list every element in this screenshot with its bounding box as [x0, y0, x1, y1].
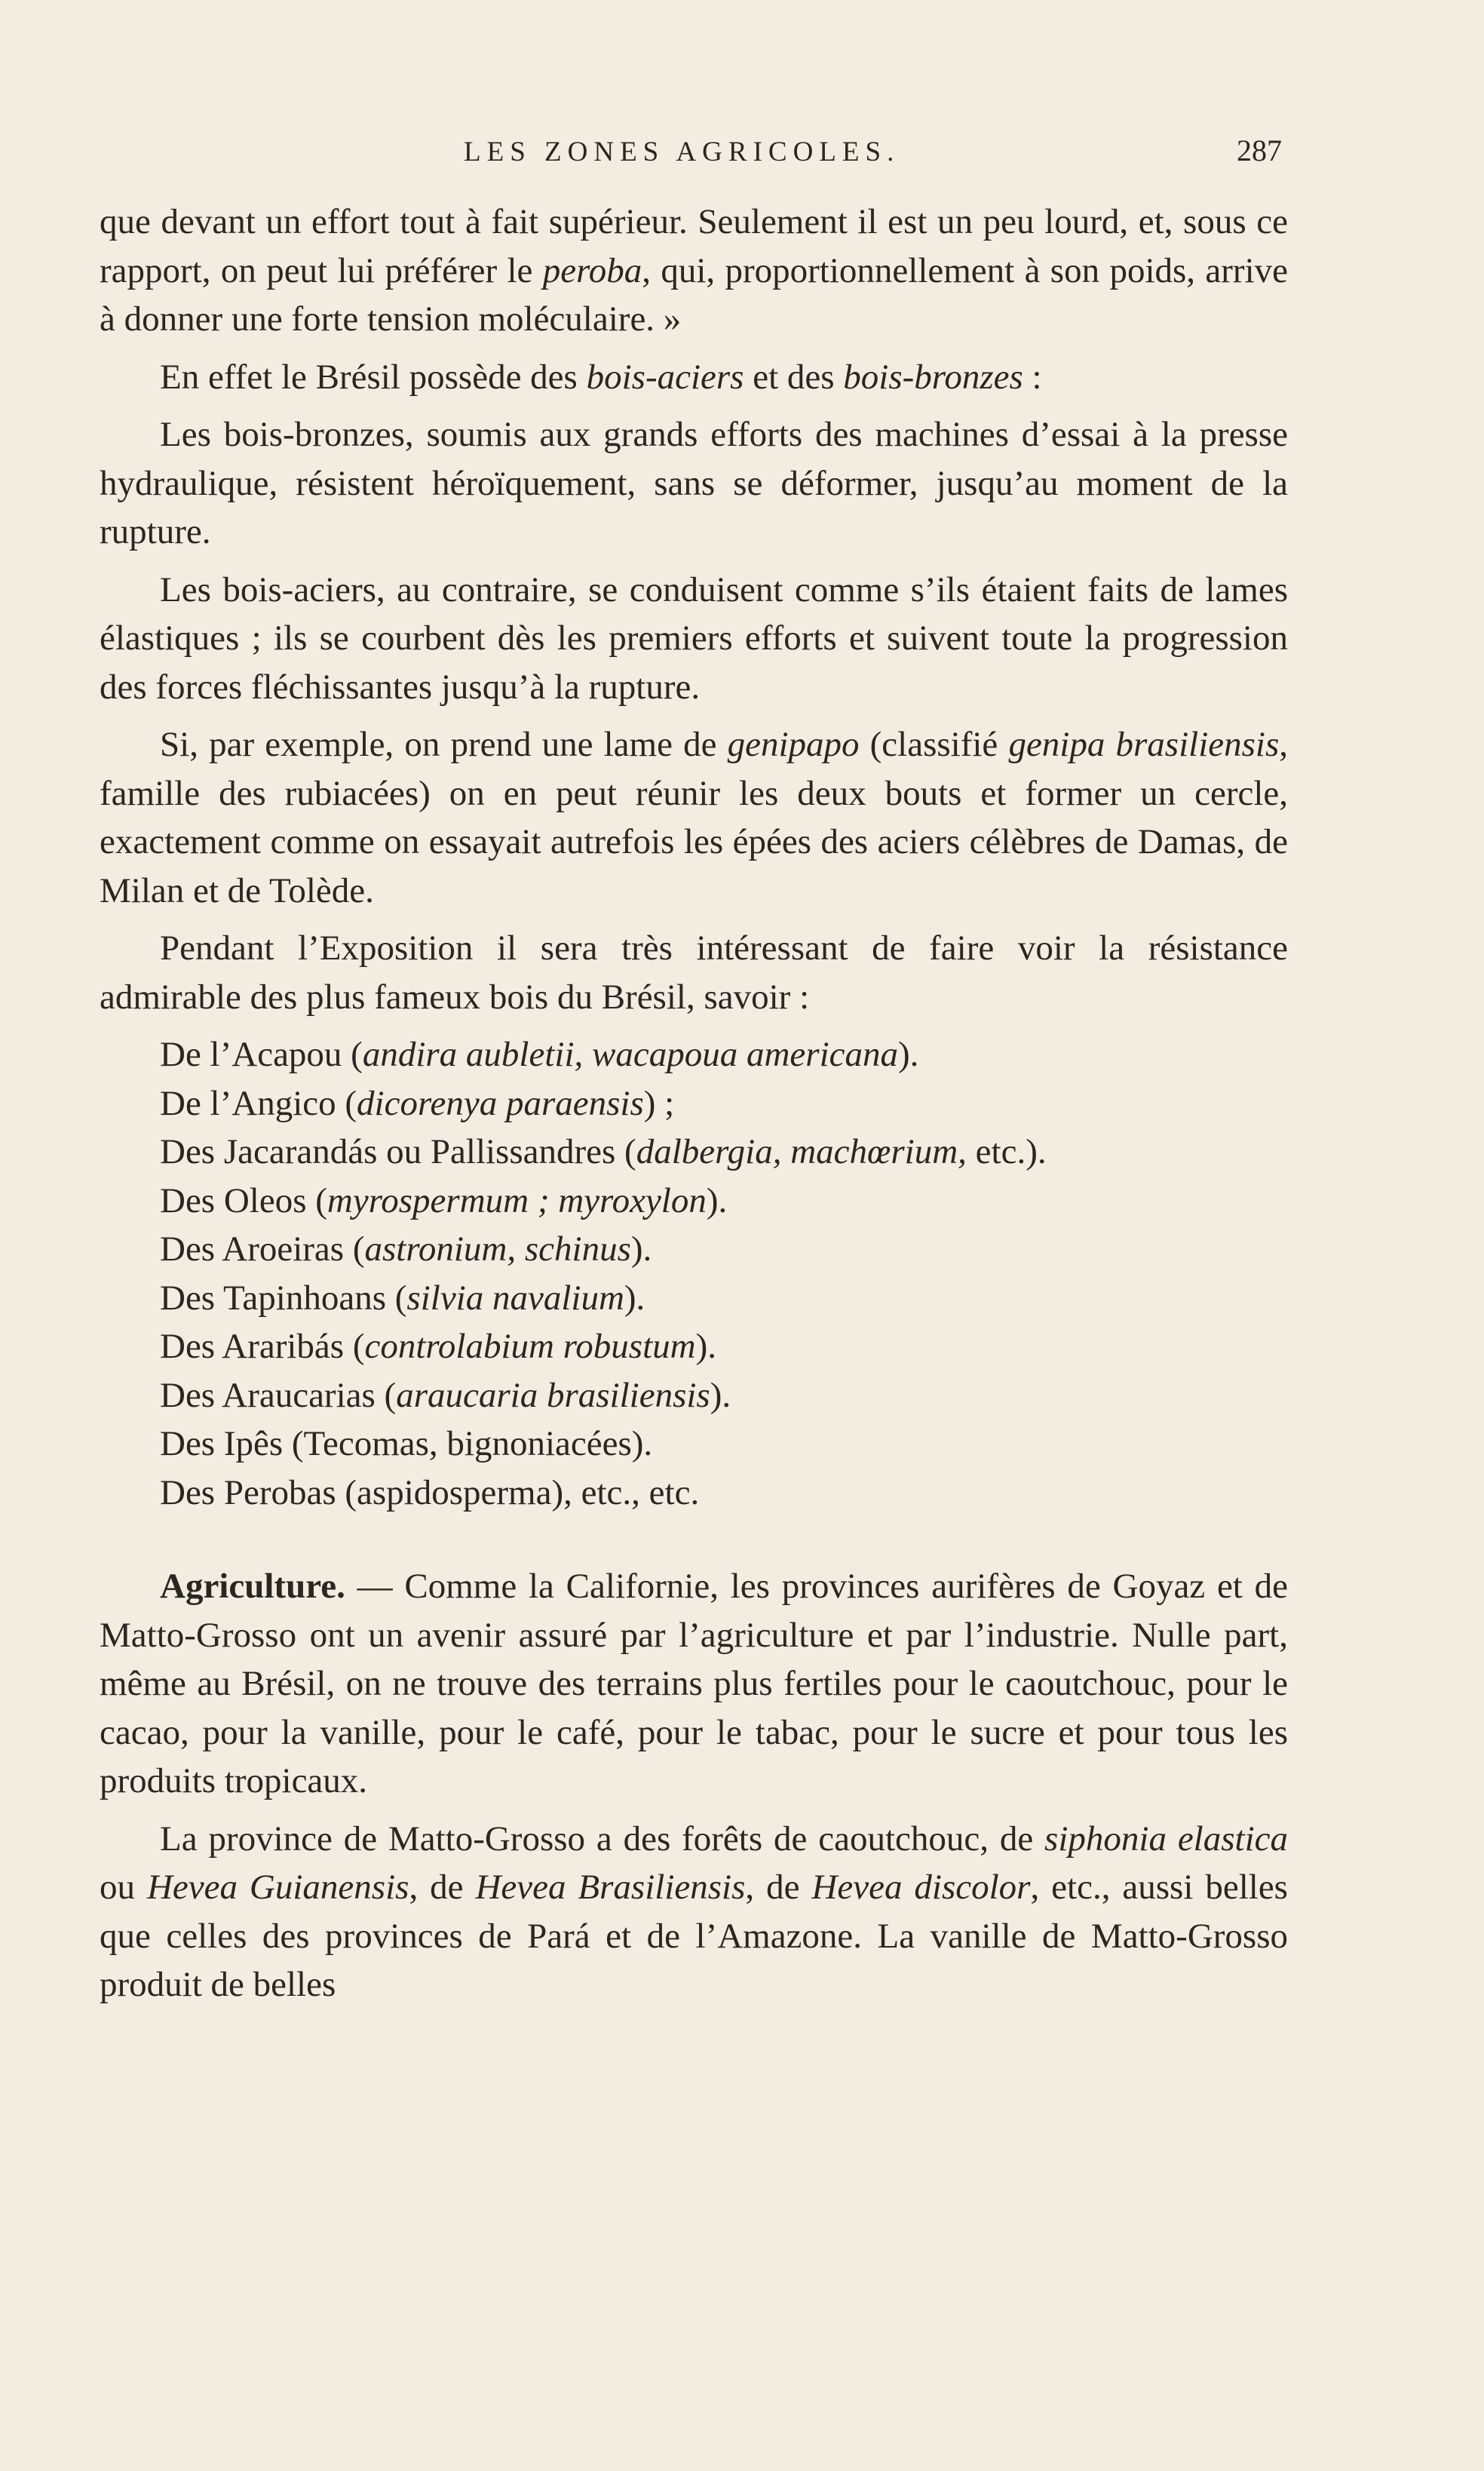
latin-name: silvia navalium	[406, 1278, 624, 1318]
text-run: ).	[898, 1035, 919, 1074]
wood-list	[100, 1030, 1288, 1517]
wood-list-item	[100, 1322, 1288, 1371]
text-run: ).	[710, 1375, 731, 1415]
text-run: ) ;	[643, 1083, 675, 1123]
text-run: , de	[409, 1868, 476, 1907]
text-run: , qui, proportionnellement à son poids, arrive à donner une forte tension moléculaire. »	[100, 250, 1288, 339]
text-run: La province de Matto-Grosso a des forêts de caoutchouc, de	[160, 1819, 1045, 1859]
text-run: Si, par exemple, on prend une lame de	[160, 725, 728, 764]
text-run: et des	[744, 357, 844, 397]
text-run: , famille des rubiacées) on en peut réunir les deux bouts et former un cercle, exactement comme on essayait autrefois les épées des aciers célèbres de Damas, de Milan et de Tolède.	[100, 725, 1288, 910]
italic-term: Hevea Guianensis	[146, 1868, 409, 1907]
wood-list-item	[100, 1420, 1288, 1469]
italic-term: genipa brasiliensis	[1008, 725, 1280, 764]
italic-term: Hevea discolor	[811, 1868, 1031, 1907]
wood-list-item	[100, 1225, 1288, 1274]
wood-name: Des Tapinhoans (	[160, 1278, 407, 1318]
text-run: que devant un effort tout à fait supérieur. Seulement il est un peu lourd, et, sous ce rapport, on peut lui préférer le	[100, 202, 1288, 290]
text-run: , de	[745, 1868, 812, 1907]
page-header	[0, 136, 1484, 181]
text-run: ou	[100, 1868, 147, 1907]
text-run: (classifié	[859, 725, 1009, 764]
text-run: ).	[706, 1180, 728, 1220]
italic-term: genipapo	[727, 725, 860, 764]
wood-name: De l’Angico (	[160, 1083, 357, 1123]
wood-name: De l’Acapou (	[160, 1035, 363, 1074]
paragraph-4: Les bois-aciers, au contraire, se conduisent comme s’ils étaient faits de lames élastiques ; ils se courbent dès les premiers efforts et suivent toute la progression des forces fléchissantes jusqu’à la rupture.	[100, 569, 1288, 707]
paragraph-5	[100, 720, 1288, 915]
italic-term: peroba	[542, 250, 642, 290]
text-run: — Comme la Californie, les provinces aurifères de Goyaz et de Matto-Grosso ont un avenir assuré par l’agriculture et par l’industrie. Nulle part, même au Brésil, on ne trouve des terrains plus fertiles pour le caoutchouc, pour le cacao, pour la vanille, pour le café, pour le tabac, pour le sucre et pour tous les produits tropicaux.	[100, 1567, 1288, 1800]
text-run: En effet le Brésil possède des	[160, 357, 587, 397]
latin-name: andira aubletii, wacapoua americana	[362, 1035, 898, 1074]
text-run: etc.).	[966, 1132, 1047, 1171]
running-title: LES ZONES AGRICOLES.	[464, 137, 900, 167]
paragraph-1	[100, 198, 1288, 344]
text-run: ).	[630, 1229, 652, 1269]
wood-name: Des Araribás (	[160, 1327, 365, 1366]
wood-name: Des Jacarandás ou Pallissandres (	[160, 1132, 636, 1171]
wood-list-item	[100, 1469, 1288, 1518]
latin-name: myrospermum ; myroxylon	[327, 1180, 707, 1220]
page-body	[100, 198, 1288, 2009]
latin-name: controlabium robustum	[364, 1327, 696, 1366]
wood-list-item	[100, 1079, 1288, 1128]
latin-name: astronium, schinus	[364, 1229, 631, 1269]
wood-list-item	[100, 1030, 1288, 1079]
italic-term: siphonia elastica	[1044, 1819, 1288, 1859]
wood-name: Des Ipês (Tecomas, bignoniacées).	[160, 1424, 653, 1463]
section-heading: Agriculture.	[160, 1567, 345, 1606]
paragraph-3: Les bois-bronzes, soumis aux grands efforts des machines d’essai à la presse hydraulique, résistent héroïquement, sans se déformer, jusqu’au moment de la rupture.	[100, 415, 1288, 551]
wood-list-item	[100, 1371, 1288, 1420]
paragraph-6: Pendant l’Exposition il sera très intéressant de faire voir la résistance admirable des plus fameux bois du Brésil, savoir :	[100, 929, 1288, 1017]
latin-name: dalbergia, machœrium,	[636, 1132, 967, 1171]
wood-name: Des Oleos (	[160, 1180, 327, 1220]
wood-name: Des Aroeiras (	[160, 1229, 365, 1269]
text-run: ).	[624, 1278, 645, 1318]
text-run: ).	[695, 1327, 716, 1366]
text-run: , etc., aussi belles que celles des provinces de Pará et de l’Amazone. La vanille de Matto-Grosso produit de belles	[100, 1868, 1288, 2004]
page-number: 287	[1237, 134, 1282, 167]
paragraph-last	[100, 1815, 1288, 2009]
italic-term: bois-bronzes	[843, 357, 1023, 397]
wood-list-item	[100, 1177, 1288, 1226]
wood-name: Des Araucarias (	[160, 1375, 397, 1415]
wood-list-item	[100, 1128, 1288, 1177]
latin-name: araucaria brasiliensis	[396, 1375, 710, 1415]
wood-name: Des Perobas (aspidosperma), etc., etc.	[160, 1472, 700, 1512]
text-run: :	[1023, 357, 1042, 397]
italic-term: bois-aciers	[586, 357, 744, 397]
agriculture-paragraph	[100, 1562, 1288, 1806]
paragraph-2	[100, 353, 1288, 402]
italic-term: Hevea Brasiliensis	[475, 1868, 746, 1907]
latin-name: dicorenya paraensis	[357, 1083, 644, 1123]
wood-list-item	[100, 1274, 1288, 1323]
